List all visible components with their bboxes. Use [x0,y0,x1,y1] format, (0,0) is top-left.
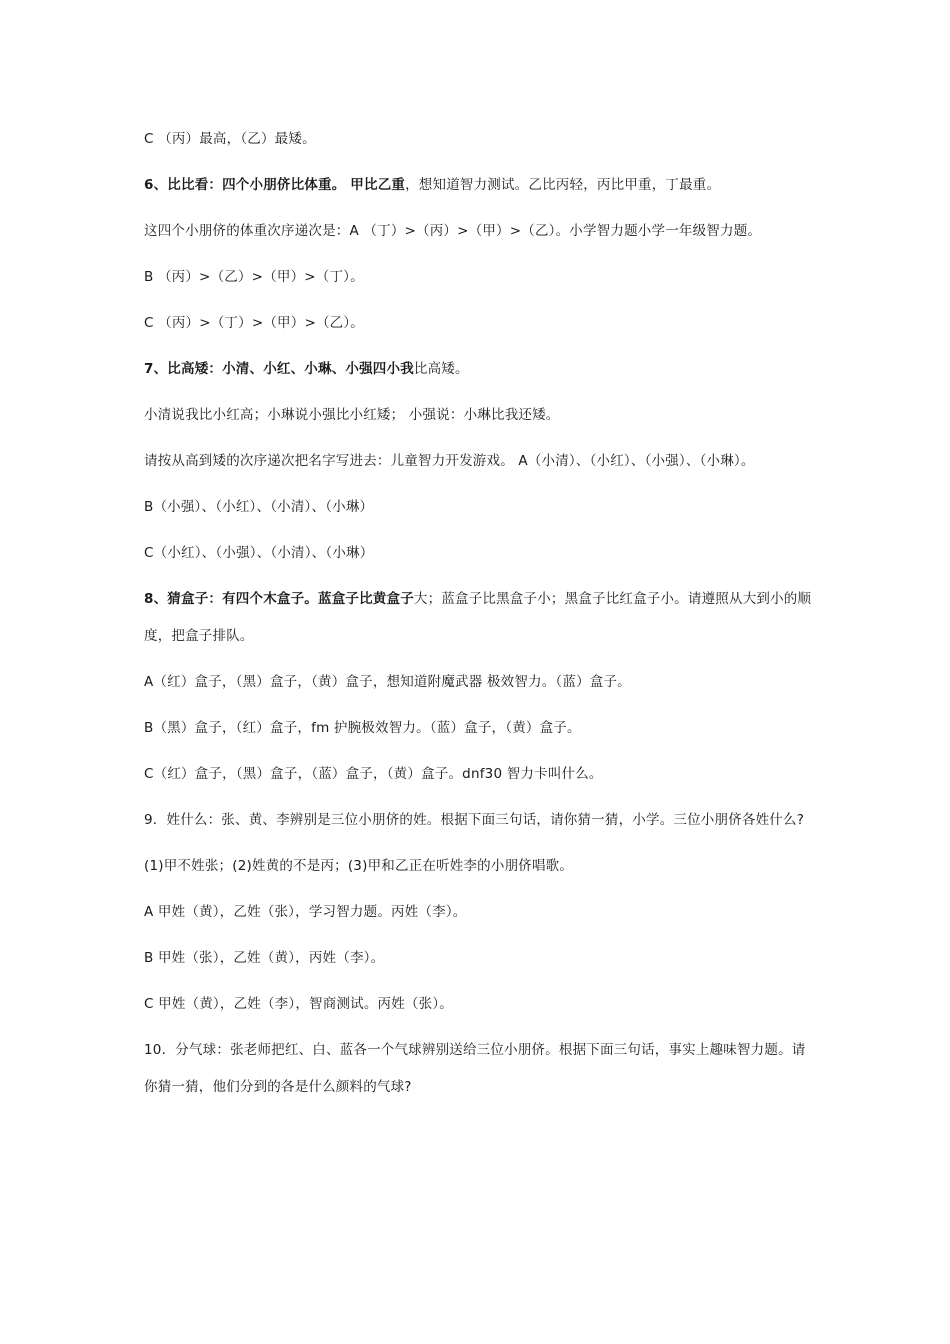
para-text: B （丙）>（乙）>（甲）>（丁）。 [144,269,364,285]
answer-option-a-boxes [144,664,812,701]
para-text: 大；蓝盒子比黑盒子小；黑盒子比红盒子小。请遵照从大到小的顺度，把盒子排队。 [144,591,812,644]
question-heading: 8、猜盒子：有四个木盒子。蓝盒子比黄盒子 [144,591,414,607]
para-text: 请按从高到矮的次序递次把名字写进去：儿童智力开发游戏。 A（小清）、（小红）、（小强）、（小琳）。 [144,453,755,469]
answer-option-b-weight [144,259,812,296]
para-text: C（红）盒子，（黑）盒子，（蓝）盒子，（黄）盒子。dnf30 智力卡叫什么。 [144,766,603,782]
para-text: (1)甲不姓张；(2)姓黄的不是丙；(3)甲和乙正在听姓李的小朋侪唱歌。 [144,858,574,874]
para-text: C 甲姓（黄），乙姓（李），智商测试。丙姓（张）。 [144,996,453,1012]
document-body [144,121,812,1115]
para-text: 9．姓什么：张、黄、李辨别是三位小朋侪的姓。根据下面三句话，请你猜一猜，小学。三位小朋侪各姓什么? [144,812,805,828]
answer-option-c-boxes [144,756,812,793]
question-10-balloons [144,1032,812,1106]
para-text: C （丙）最高，（乙）最矮。 [144,131,316,147]
para-text: 比高矮。 [413,361,469,377]
para-text: B 甲姓（张），乙姓（黄），丙姓（李）。 [144,950,385,966]
answer-option-b-surname [144,940,812,977]
para-text: C（小红）、（小强）、（小清）、（小琳） [144,545,374,561]
para-text: C （丙）>（丁）>（甲）>（乙）。 [144,315,365,331]
question-7-clues [144,397,812,434]
para-text: 这四个小朋侪的体重次序递次是：A （丁）>（丙）>（甲）>（乙）。小学智力题小学一年级智力题。 [144,223,762,239]
answer-option-c-weight [144,305,812,342]
question-7-height [144,351,812,388]
para-text: ，想知道智力测试。乙比丙轻，丙比甲重，丁最重。 [405,177,721,193]
question-heading: 7、比高矮：小清、小红、小琳、小强四小我 [144,361,414,377]
answer-option-a-weight [144,213,812,250]
answer-option-b-height [144,489,812,526]
answer-option-c-height [144,121,812,158]
answer-option-c-surname [144,986,812,1023]
para-text: A（红）盒子，（黑）盒子，（黄）盒子，想知道附魔武器 极效智力。（蓝）盒子。 [144,674,631,690]
question-9-clues [144,848,812,885]
question-8-boxes [144,581,812,655]
answer-option-b-boxes [144,710,812,747]
answer-option-a-surname [144,894,812,931]
answer-option-a-height [144,443,812,480]
answer-option-c-height-order [144,535,812,572]
para-text: 10．分气球：张老师把红、白、蓝各一个气球辨别送给三位小朋侪。根据下面三句话，事实上趣味智力题。请你猜一猜，他们分到的各是什么颜料的气球? [144,1042,806,1095]
question-9-surname [144,802,812,839]
para-text: B（小强）、（小红）、（小清）、（小琳） [144,499,374,515]
question-6-weight [144,167,812,204]
para-text: 小清说我比小红高；小琳说小强比小红矮； 小强说：小琳比我还矮。 [144,407,560,423]
para-text: B（黑）盒子，（红）盒子，fm 护腕极效智力。（蓝）盒子，（黄）盒子。 [144,720,581,736]
para-text: A 甲姓（黄），乙姓（张），学习智力题。丙姓（李）。 [144,904,467,920]
question-heading: 6、比比看：四个小朋侪比体重。 甲比乙重 [144,177,406,193]
